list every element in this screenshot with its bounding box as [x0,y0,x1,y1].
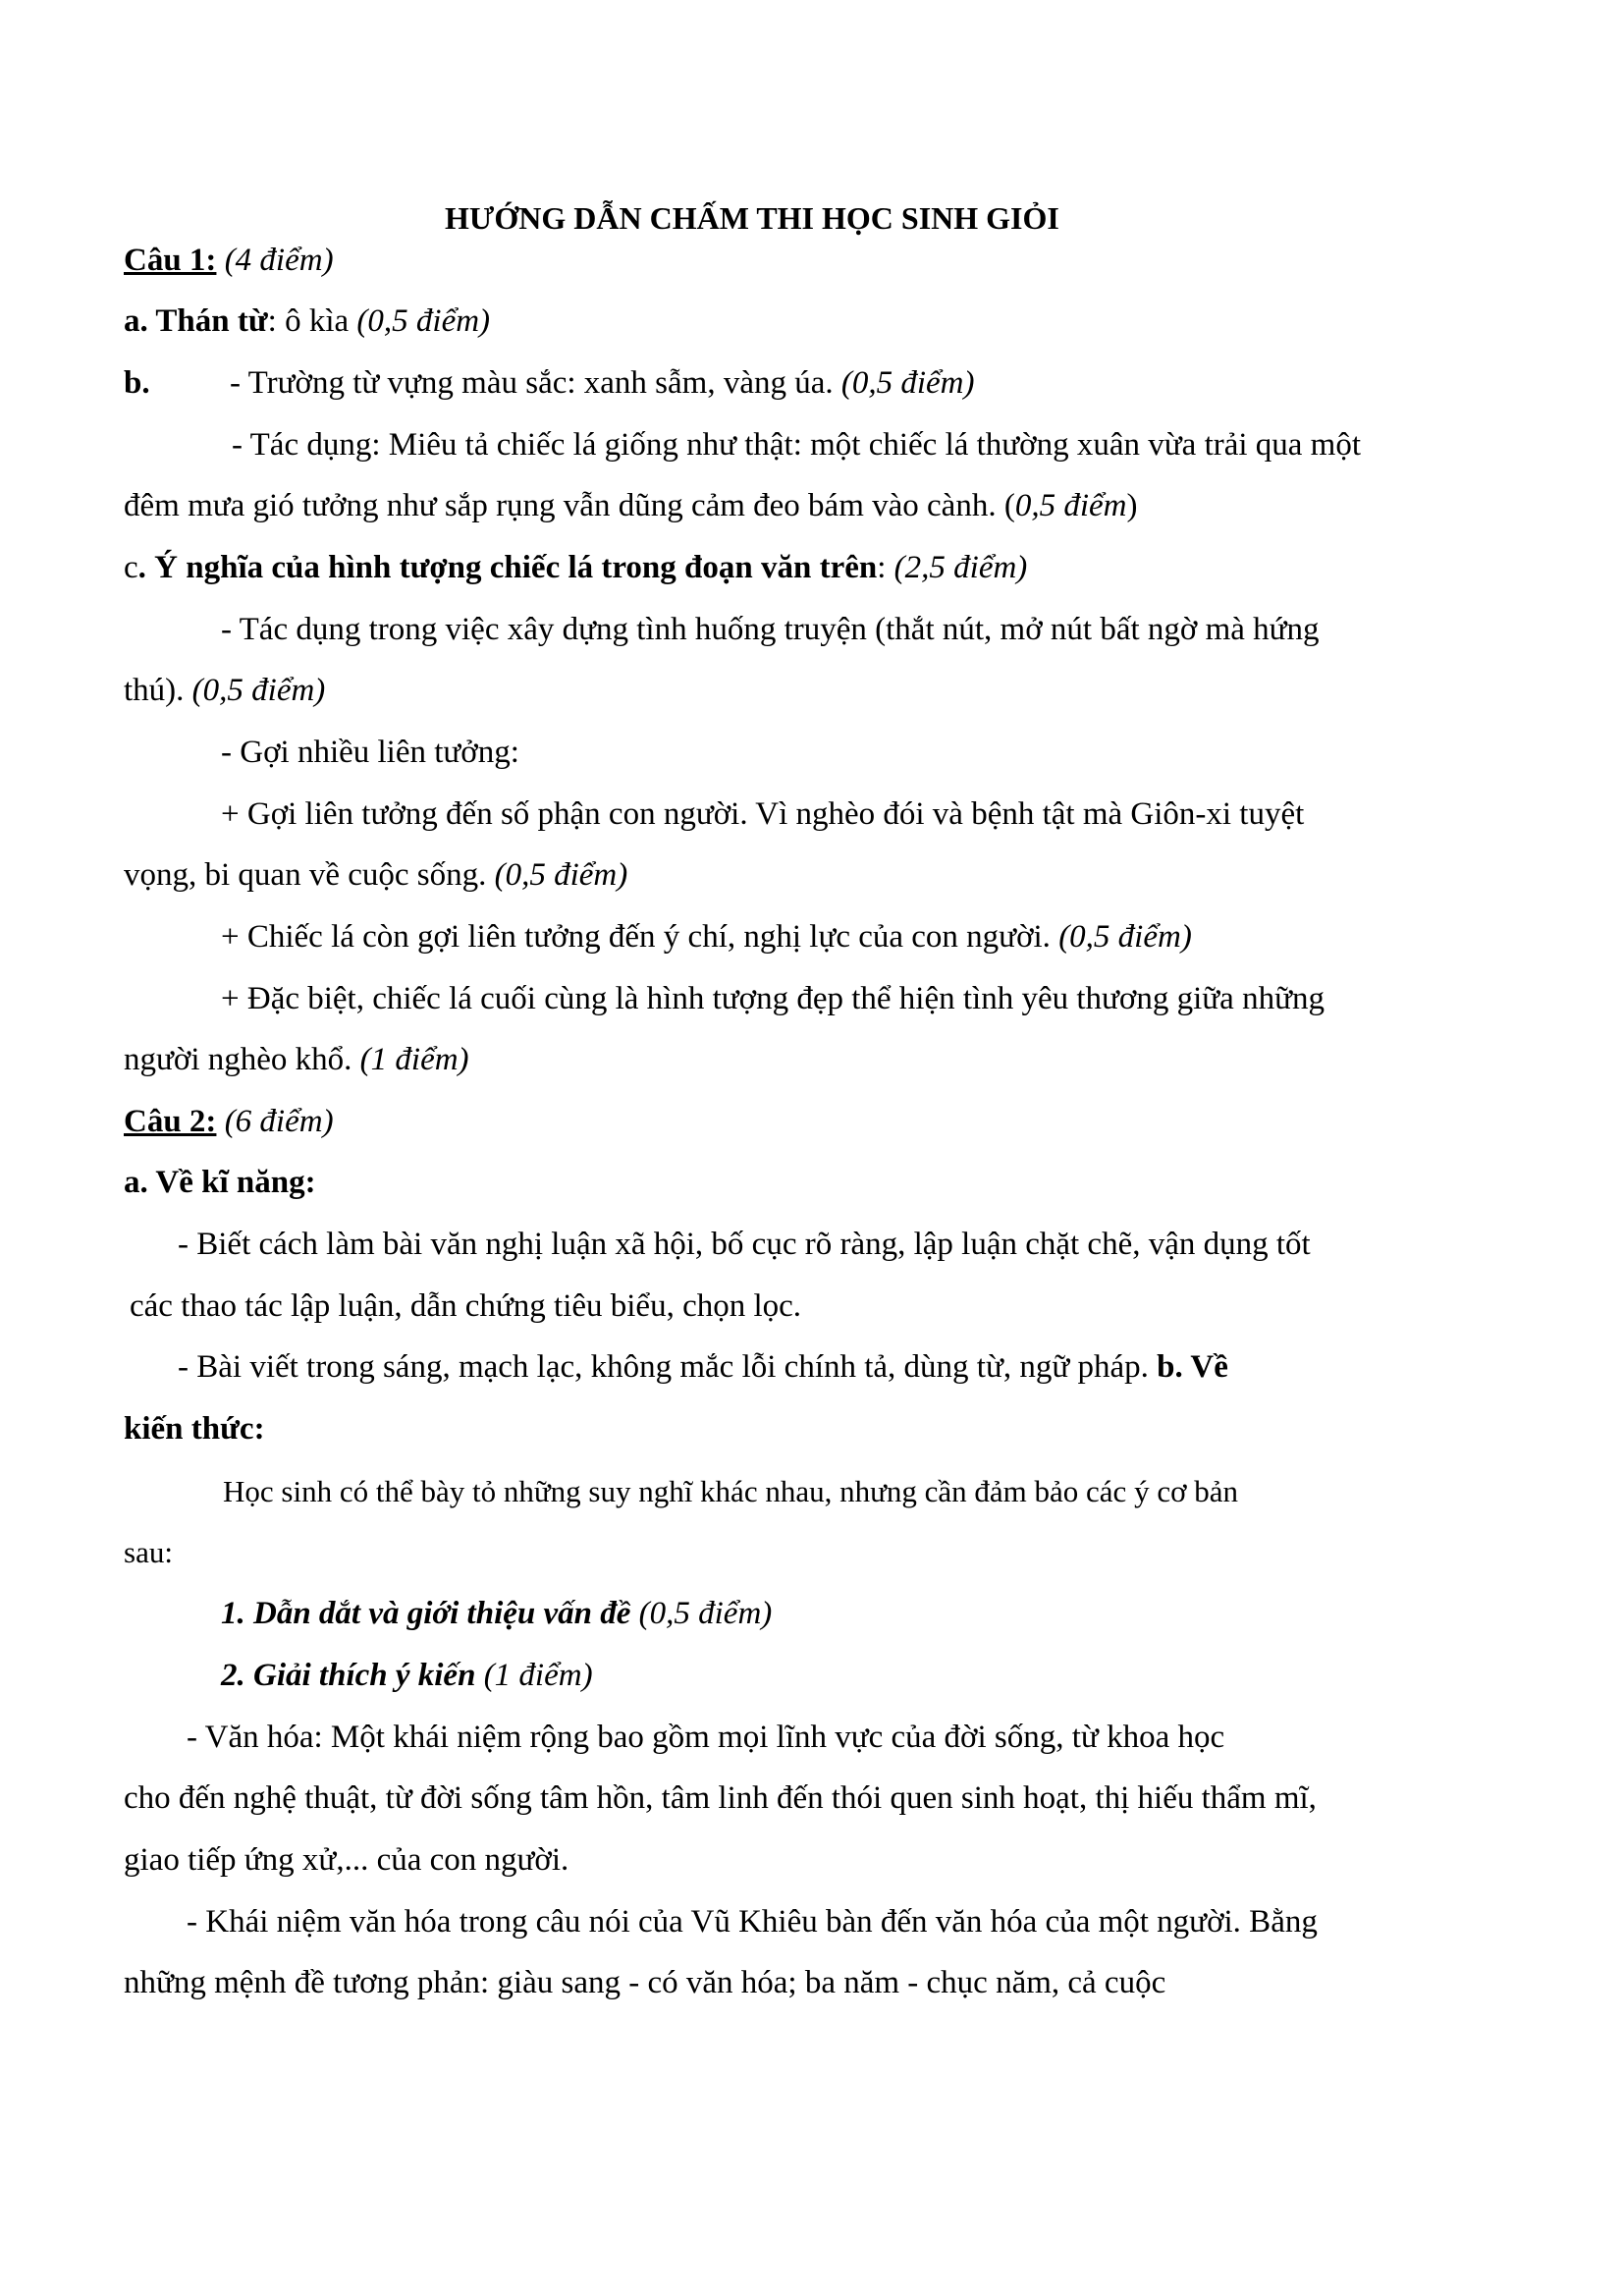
question-2-heading [124,1102,334,1141]
q2-culture-1-line-1: - Văn hóa: Một khái niệm rộng bao gồm mọi lĩnh vực của đời sống, từ khoa học [187,1720,1225,1755]
question-1-label: Câu 1: [124,243,217,278]
page-title: HƯỚNG DẪN CHẤM THI HỌC SINH GIỎI [445,200,1059,236]
question-2-points: (6 điểm) [224,1104,334,1139]
q2-culture-2-line-1: - Khái niệm văn hóa trong câu nói của Vũ Khiêu bàn đến văn hóa của một người. Bằng [187,1904,1318,1940]
q1-c-point-1-line-2: thú). (0,5 điểm) [124,673,326,708]
q2-a-point-1-line-2: các thao tác lập luận, dẫn chứng tiêu biểu, chọn lọc. [130,1288,802,1324]
q1-part-a-points: (0,5 điểm) [356,303,491,339]
q2-b-intro-line-1: Học sinh có thể bày tỏ những suy nghĩ khác nhau, nhưng cần đảm bảo các ý cơ bản [223,1474,1238,1508]
q1-c-point-4: + Chiếc lá còn gợi liên tưởng đến ý chí, nghị lực của con người. (0,5 điểm) [221,919,1192,955]
question-1-points: (4 điểm) [224,243,334,278]
q1-c-point-5-line-1: + Đặc biệt, chiếc lá cuối cùng là hình tượng đẹp thể hiện tình yêu thương giữa những [221,981,1325,1016]
q2-culture-1-line-3: giao tiếp ứng xử,... của con người. [124,1842,569,1878]
q1-part-a [124,301,490,341]
q1-part-a-label: a. Thán từ [124,303,268,339]
q1-part-b-item-1: - Trường từ vựng màu sắc: xanh sẫm, vàng úa. (0,5 điểm) [230,365,975,401]
q1-part-b-item-2-line-1: - Tác dụng: Miêu tả chiếc lá giống như thật: một chiếc lá thường xuân vừa trải qua một [232,427,1362,463]
q2-part-b-label-part-2: kiến thức: [124,1411,265,1447]
q1-part-b-item-1-points: (0,5 điểm) [840,365,975,401]
q2-part-a-heading: a. Về kĩ năng: [124,1165,316,1200]
q2-a-point-2: - Bài viết trong sáng, mạch lạc, không mắc lỗi chính tả, dùng từ, ngữ pháp. b. Về [178,1349,1228,1385]
q2-culture-2-line-2: những mệnh đề tương phản: giàu sang - có văn hóa; ba năm - chục năm, cả cuộc [124,1965,1166,2000]
q2-section-2: 2. Giải thích ý kiến (1 điểm) [221,1658,593,1693]
q1-part-b-item-2-line-2: đêm mưa gió tưởng như sắp rụng vẫn dũng cảm đeo bám vào cành. (0,5 điểm) [124,488,1138,523]
q2-a-point-1-line-1: - Biết cách làm bài văn nghị luận xã hội, bố cục rõ ràng, lập luận chặt chẽ, vận dụng tốt [178,1227,1311,1262]
q2-b-intro-line-2: sau: [124,1535,173,1569]
q1-part-c-points: (2,5 điểm) [893,550,1028,585]
question-1-heading [124,241,334,280]
q1-c-point-5-line-2: người nghèo khổ. (1 điểm) [124,1042,469,1077]
q1-c-point-3-line-2: vọng, bi quan về cuộc sống. (0,5 điểm) [124,857,628,893]
q1-part-b-item-2-points: 0,5 điểm [1014,488,1127,523]
q1-c-point-3-line-1: + Gợi liên tưởng đến số phận con người. Vì nghèo đói và bệnh tật mà Giôn-xi tuyệt [221,796,1305,832]
q1-c-point-2: - Gợi nhiều liên tưởng: [221,735,519,770]
q1-c-point-1-line-1: - Tác dụng trong việc xây dựng tình huống truyện (thắt nút, mở nút bất ngờ mà hứng [221,612,1320,647]
q1-part-c-label: . Ý nghĩa của hình tượng chiếc lá trong đoạn văn trên [137,550,878,585]
q1-part-b-label: b. [124,365,150,401]
question-2-label: Câu 2: [124,1104,217,1139]
q1-part-c-heading: c. Ý nghĩa của hình tượng chiếc lá trong đoạn văn trên: (2,5 điểm) [124,550,1028,585]
q1-part-a-text: : ô kìa [267,303,357,339]
q2-culture-1-line-2: cho đến nghệ thuật, từ đời sống tâm hồn, tâm linh đến thói quen sinh hoạt, thị hiếu thẩm mĩ, [124,1780,1317,1816]
q2-section-1: 1. Dẫn dắt và giới thiệu vấn đề (0,5 điểm) [221,1596,773,1631]
q2-part-b-label-part-1: b. Về [1157,1349,1228,1385]
